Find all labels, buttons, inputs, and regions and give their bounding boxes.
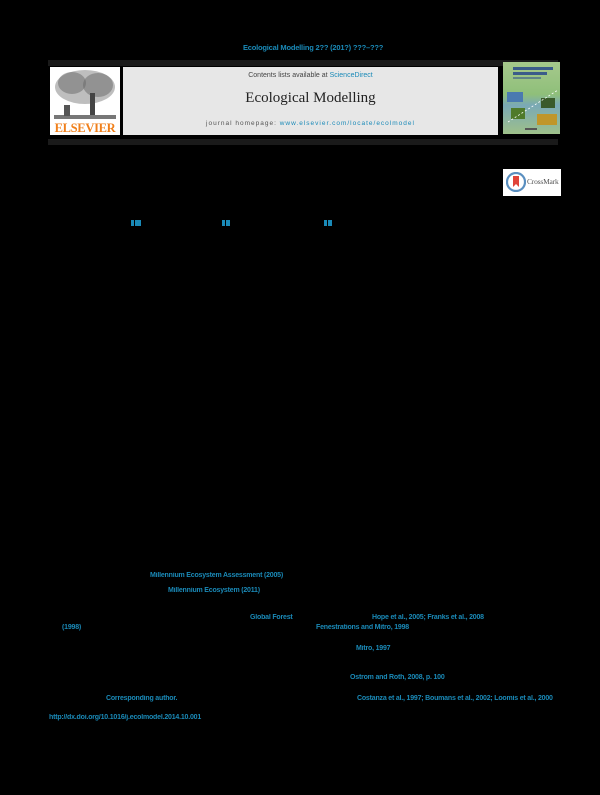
citation-link[interactable]: Ostrom and Roth, 2008, p. 100 [350, 674, 445, 681]
citation-link[interactable]: (1998) [62, 624, 82, 631]
citation-link[interactable]: Costanza et al., 1997; Boumans et al., 2002; Loomis et al., 2000 [357, 695, 553, 702]
sciencedirect-link[interactable]: ScienceDirect [329, 72, 373, 79]
contents-prefix: Contents lists available at [248, 72, 330, 79]
affiliation-marker-1[interactable] [131, 213, 142, 231]
cover-artwork-icon [503, 62, 560, 134]
crossmark-label: CrossMark [527, 177, 559, 186]
contents-line [123, 72, 498, 79]
affiliation-marker-3[interactable] [324, 213, 333, 231]
journal-homepage-link[interactable]: www.elsevier.com/locate/ecolmodel [279, 120, 415, 127]
corresponding-author-link[interactable]: Corresponding author. [106, 695, 178, 702]
doi-link[interactable]: http://dx.doi.org/10.1016/j.ecolmodel.2014.10.001 [49, 714, 202, 721]
affiliation-marker-2[interactable] [222, 213, 231, 231]
citation-link[interactable]: Global Forest [250, 614, 293, 621]
citation-link[interactable]: Millennium Ecosystem Assessment (2005) [150, 572, 283, 579]
citation-link[interactable]: Millennium Ecosystem (2011) [168, 587, 260, 594]
header-divider-bottom [48, 139, 558, 145]
journal-cover-image[interactable] [503, 62, 560, 134]
crossmark-icon [506, 172, 526, 192]
citation-link[interactable]: Fenestrations and Mitro, 1998 [316, 624, 410, 631]
journal-title: Ecological Modelling [245, 90, 376, 106]
header-divider-top [48, 60, 558, 66]
homepage-line [123, 120, 498, 127]
crossmark-badge[interactable] [503, 169, 561, 196]
elsevier-logo[interactable] [50, 67, 120, 135]
citation-link[interactable]: Mitro, 1997 [356, 645, 391, 652]
elsevier-tree-icon [50, 67, 120, 121]
elsevier-wordmark: ELSEVIER [54, 121, 116, 135]
homepage-prefix: journal homepage: [206, 120, 280, 127]
journal-reference-link[interactable]: Ecological Modelling 2?? (201?) ???–??? [243, 43, 384, 52]
citation-link[interactable]: Hope et al., 2005; Franks et al., 2008 [372, 614, 484, 621]
journal-masthead [123, 67, 498, 135]
